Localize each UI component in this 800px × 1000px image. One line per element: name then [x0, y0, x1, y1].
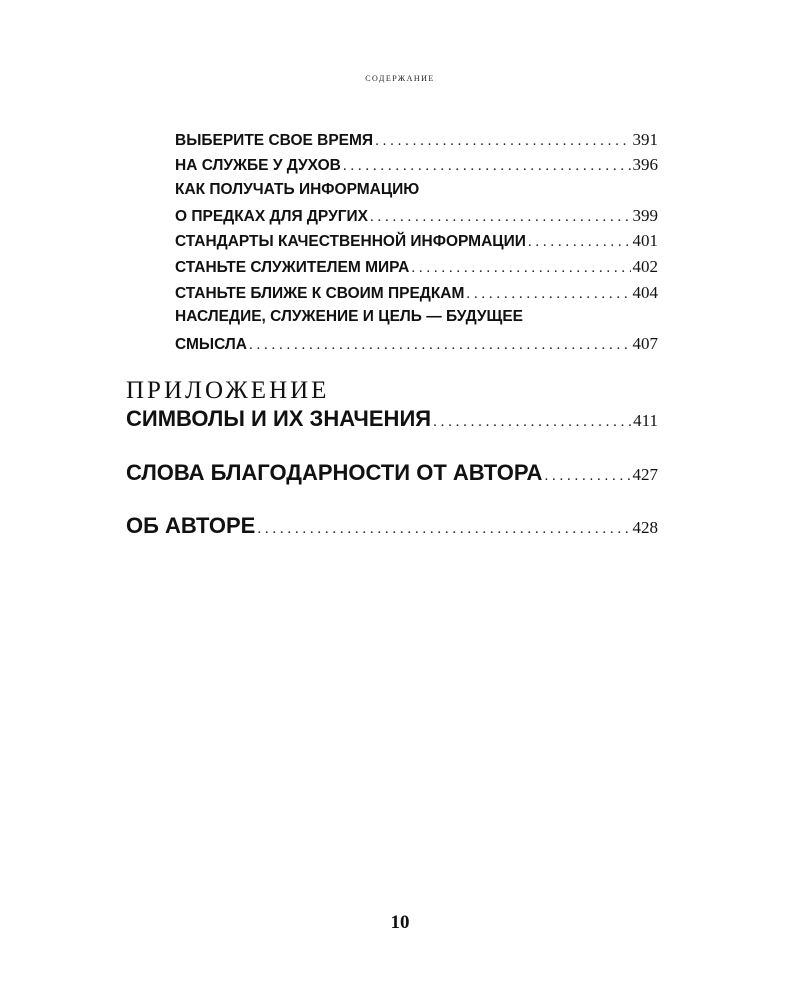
toc-entry[interactable]: [175, 231, 658, 251]
dot-leader: [343, 158, 631, 175]
toc-major-entry[interactable]: [126, 460, 658, 486]
toc-entry-page: 428: [632, 518, 658, 537]
toc-entry-page: 401: [632, 231, 658, 250]
toc-entry[interactable]: [175, 155, 658, 175]
dot-leader: [370, 209, 631, 226]
toc-entry-title: СТАНЬТЕ СЛУЖИТЕЛЕМ МИРА: [175, 259, 410, 276]
toc-entry[interactable]: [175, 334, 658, 354]
appendix-heading: ПРИЛОЖЕНИЕ: [126, 377, 330, 404]
toc-entry-page: 427: [632, 465, 658, 484]
dot-leader: [528, 234, 631, 251]
toc-entry-page: 404: [632, 283, 658, 302]
toc-entry-page: 399: [632, 206, 658, 225]
toc-entry[interactable]: [175, 130, 658, 150]
dot-leader: [411, 260, 630, 277]
toc-entry-title: ВЫБЕРИТЕ СВОЕ ВРЕМЯ: [175, 132, 374, 149]
toc-major-entry[interactable]: [126, 513, 658, 539]
toc-entry-page: 391: [632, 130, 658, 149]
toc-entry-title: СИМВОЛЫ И ИХ ЗНАЧЕНИЯ: [126, 406, 432, 431]
toc-entry-title-line1: НАСЛЕДИЕ, СЛУЖЕНИЕ И ЦЕЛЬ — БУДУЩЕЕ: [175, 308, 524, 325]
toc-entry-title: О ПРЕДКАХ ДЛЯ ДРУГИХ: [175, 208, 368, 225]
toc-entry-title: НА СЛУЖБЕ У ДУХОВ: [175, 157, 341, 174]
toc-entry-title: СТАНДАРТЫ КАЧЕСТВЕННОЙ ИНФОРМАЦИИ: [175, 233, 526, 250]
dot-leader: [544, 468, 630, 485]
toc-entry-page: 407: [632, 334, 658, 353]
dot-leader: [249, 337, 631, 354]
toc-entry-page: 411: [633, 411, 658, 430]
toc-entry-title: СТАНЬТЕ БЛИЖЕ К СВОИМ ПРЕДКАМ: [175, 285, 465, 302]
toc-entry-title: СМЫСЛА: [175, 336, 247, 353]
toc-entry[interactable]: [175, 283, 658, 303]
dot-leader: [466, 286, 630, 303]
toc-entry[interactable]: [175, 257, 658, 277]
toc-entry-page: 402: [632, 257, 658, 276]
toc-entry-title: СЛОВА БЛАГОДАРНОСТИ ОТ АВТОРА: [126, 460, 543, 485]
toc-entry-page: 396: [632, 155, 658, 174]
dot-leader: [375, 133, 630, 150]
page-number: 10: [390, 912, 410, 933]
dot-leader: [257, 521, 630, 538]
dot-leader: [433, 414, 631, 431]
toc-entry-title: ОБ АВТОРЕ: [126, 513, 256, 538]
toc-entry[interactable]: [175, 206, 658, 226]
toc-entry-title-line1: КАК ПОЛУЧАТЬ ИНФОРМАЦИЮ: [175, 181, 420, 198]
toc-major-entry[interactable]: [126, 406, 658, 432]
running-head: содержание: [365, 70, 435, 84]
